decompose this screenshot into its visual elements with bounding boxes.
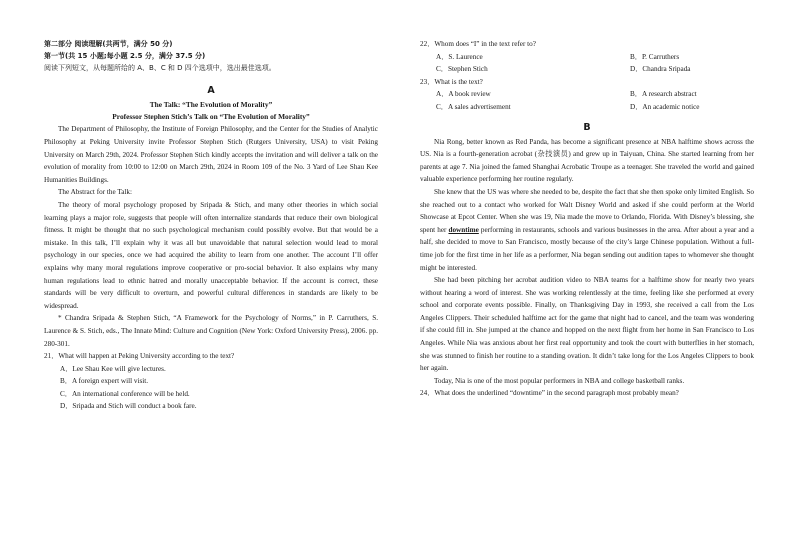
question-22-option: D．Chandra Sripada xyxy=(630,65,691,74)
question-23-option: B．A research abstract xyxy=(630,90,697,99)
passage-a-paragraph: The Abstract for the Talk: xyxy=(58,188,133,197)
question-23-options-row xyxy=(420,101,754,114)
passage-b-paragraph: Nia Rong, better known as Red Panda, has become a significant presence at NBA halftime shows across the US. Nia is a fourth-generation acrobat (杂技演员) and grew up in Taiyuan, China. She started learning from her parents at age 7. Nia joined the famed Shanghai Acrobatic Troupe as a teenager. She traveled the world and gained valuable experience performing her routine regularly. xyxy=(420,137,754,184)
section-heading: 第一节(共 15 小题;每小题 2.5 分，满分 37.5 分) xyxy=(44,52,206,61)
question-22-options-row xyxy=(420,63,754,76)
passage-a-footnote: * Chandra Sripada & Stephen Stich, “A Framework for the Psychology of Norms,” in P. Carruthers, S. Laurence & S. Stich, eds., The Innate Mind: Culture and Cognition (New York: Oxford University Press), 2006. pp. 280-301. xyxy=(44,314,378,348)
passage-a-subtitle: Professor Stephen Stich’s Talk on “The Evolution of Morality” xyxy=(112,112,310,122)
passage-b-text: performing in restaurants, schools and various businesses in the area. After about a year and a half, she decided to move to San Francisco, mostly because of the city’s large Chinese population. Without a full-time job for the first time in her life as a performer, Nia began sending out audition tapes to whomever she thought might be interested. xyxy=(420,225,754,272)
question-23-options-row xyxy=(420,88,754,101)
question-21-option: C．An international conference will be held. xyxy=(60,389,190,398)
passage-b-text: She knew that the US was where she needed to be, despite the fact that she then spoke only limited English. So she reached out to a contact who worked for Walt Disney World and asked if she could perform at the World Showcase at Epcot Center. When she was 19, Nia made the move to Orlando, Florida. With Disney’s blessing, she spent her xyxy=(420,187,754,234)
question-21-option: D．Sripada and Stich will conduct a book fare. xyxy=(60,402,197,411)
passage-a-paragraph: The Department of Philosophy, the Institute of Foreign Philosophy, and the Center for the Studies of Analytic Philosophy at Peking University invite Professor Stephen Stich (Rutgers University, USA) to visit Peking University on March 29th, 2024. Professor Stephen Stich kindly accepts the invitation and will deliver a talk on the evolution of morality from 10:00 to 12:00 on March 29th, 2024 in Room 109 of the No. 3 Yard of Lee Shau Kee Humanities Buildings. xyxy=(44,125,378,184)
question-22-option: A．S. Laurence xyxy=(436,52,483,61)
passage-a-paragraph: The theory of moral psychology proposed by Sripada & Stich, and many other theories in which social learning plays a major role, suggests that people will often internalize standards that reduce their own biological fitness. It might be thought that no such psychological mechanism could possibly evolve. But that would be a mistake. In this talk, I’ll explain why it was all but unavoidable that natural selection would lead to moral psychology in our species, once we had acquired the ability to learn from one another. The account I’ll offer explains why many moral regulations improve cooperative or pro-social behavior. It also explains why many human regulations lead to ethnic hatred and morally unacceptable behavior. If the account is correct, these standards will be very difficult to overturn, and powerful cultural differences in standards are likely to be widespread. xyxy=(44,200,378,310)
question-22-options-row xyxy=(420,51,754,64)
question-24-stem: 24．What does the underlined “downtime” in the second paragraph most probably mean? xyxy=(420,389,679,398)
question-21-option: A．Lee Shau Kee will give lectures. xyxy=(60,364,166,373)
passage-b-paragraph: She had been pitching her acrobat audition video to NBA teams for a halftime show for nearly two years without hearing a word of interest. She was working relentlessly at the time, feeling like she performed at every school and corporate events possible. Finally, on Thanksgiving Day in 1993, she received a call from the Los Angeles Clippers. Their scheduled halftime act for the game that night had to cancel, and the team was wondering if she could fill in. She jumped at the chance and hopped on the next flight from her home in San Francisco to Los Angeles. While Nia was anxious about her first real opportunity and took the court with butterflies in her stomach, she was stunned to finish her routine to a standing ovation. It didn’t take long for the Los Angeles Clippers to book her again. xyxy=(420,276,754,373)
question-21-option: B．A foreign expert will visit. xyxy=(60,377,149,386)
instruction-text: 阅读下列短文，从每题所给的 A、B、C 和 D 四个选项中，选出最佳选项。 xyxy=(44,64,276,73)
passage-a-title: The Talk: “The Evolution of Morality” xyxy=(149,99,273,109)
question-21-stem: 21．What will happen at Peking University according to the text? xyxy=(44,352,235,361)
passage-b-label: B xyxy=(583,121,591,133)
passage-b-paragraph: Today, Nia is one of the most popular performers in NBA and college basketball ranks. xyxy=(434,376,685,385)
question-22-stem: 22．Whom does “I” in the text refer to? xyxy=(420,40,536,48)
passage-a-label: A xyxy=(207,84,215,96)
passage-b-paragraph-2 xyxy=(420,186,754,274)
question-23-option: C．A sales advertisement xyxy=(436,102,511,111)
part-heading: 第二部分 阅读理解(共两节，满分 50 分) xyxy=(44,40,173,48)
question-22-option: B．P. Carruthers xyxy=(630,52,680,61)
question-23-option: D．An academic notice xyxy=(630,102,700,111)
left-column xyxy=(44,38,378,413)
underlined-word: downtime xyxy=(448,225,479,234)
question-22-option: C．Stephen Stich xyxy=(436,65,488,74)
question-23-option: A．A book review xyxy=(436,90,491,99)
question-23-stem: 23．What is the text? xyxy=(420,77,483,86)
right-column xyxy=(420,38,754,400)
